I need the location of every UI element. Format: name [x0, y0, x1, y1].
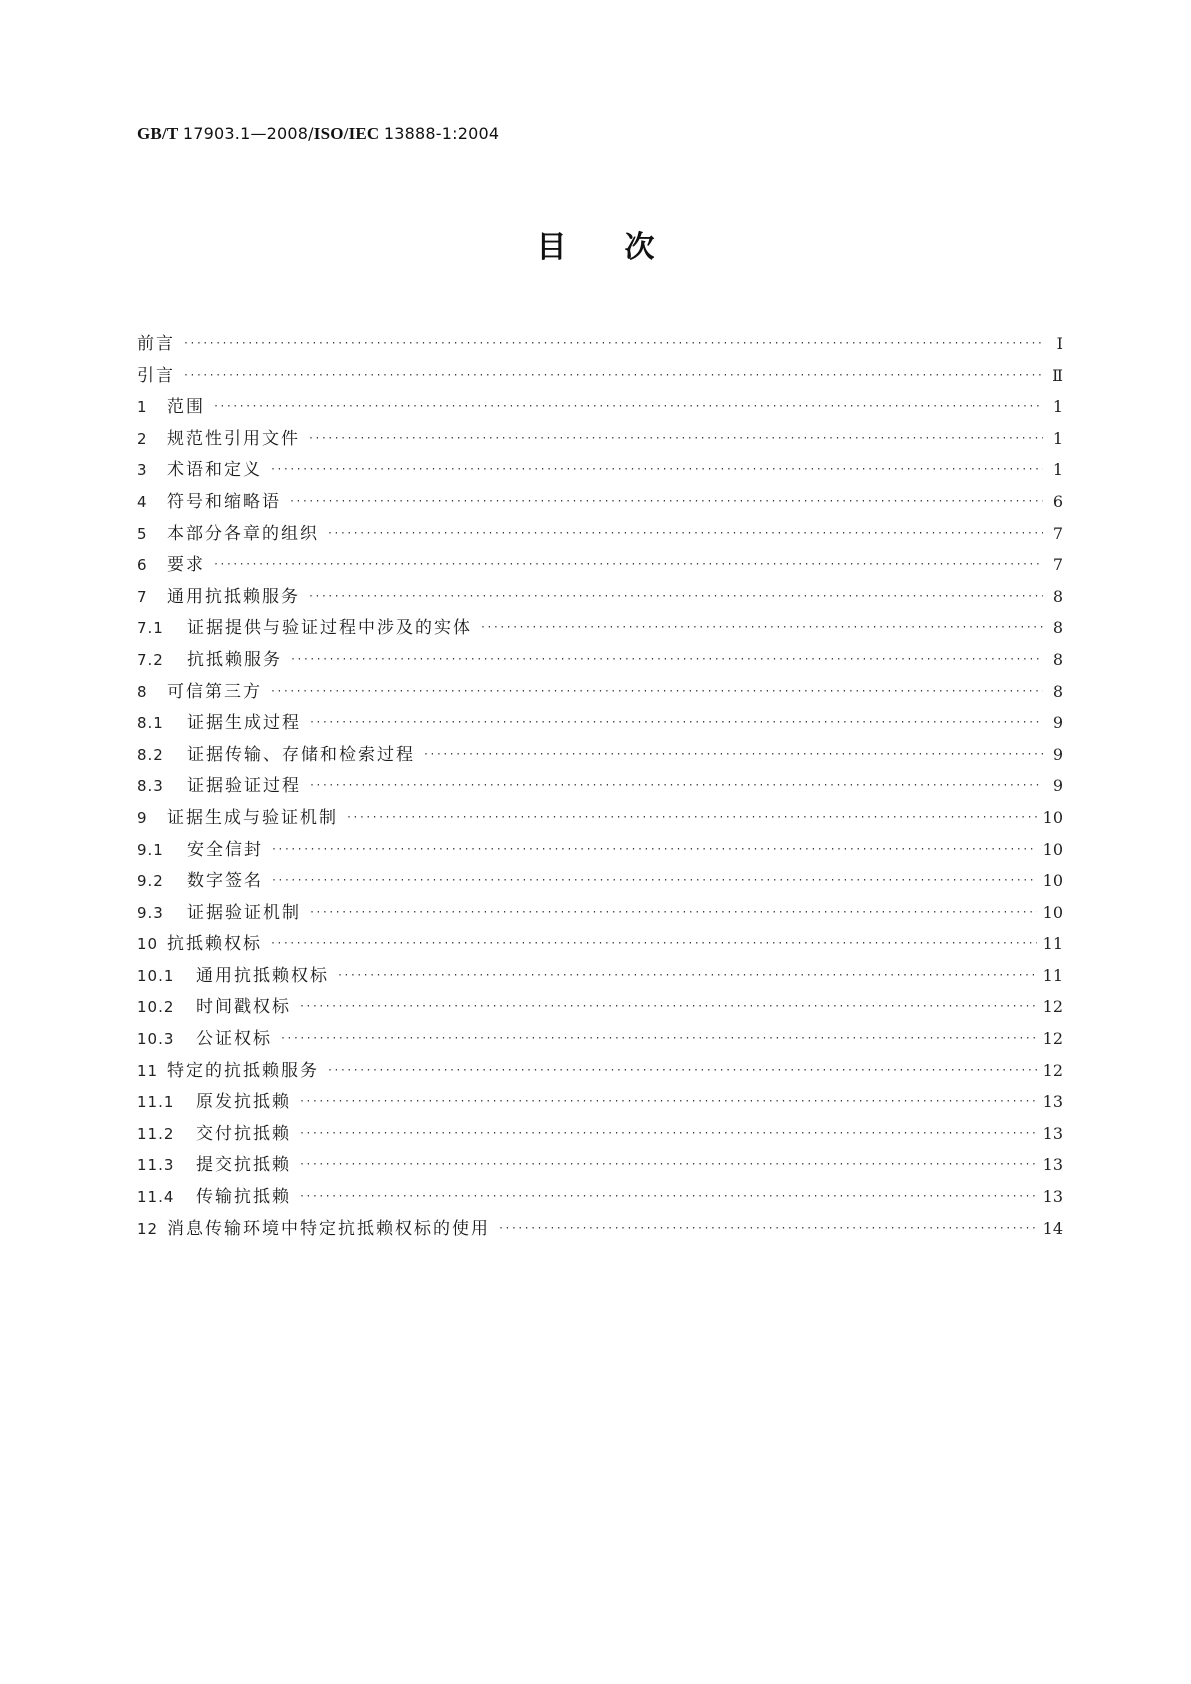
toc-entry-number: 10.3: [137, 1030, 175, 1049]
toc-entry-number: 11.1: [137, 1093, 175, 1112]
toc-entry-number: 9.2: [137, 872, 164, 891]
toc-dot-leader: [271, 834, 1037, 866]
toc-entry-label: 符号和缩略语: [167, 491, 281, 512]
toc-entry-page: 1: [1052, 460, 1063, 480]
toc-entry-label: 原发抗抵赖: [196, 1092, 291, 1113]
toc-entry-number: 11.2: [137, 1124, 175, 1143]
toc-entry-page: 8: [1052, 586, 1063, 606]
toc-dot-leader: [346, 802, 1037, 834]
toc-entry-number: 10.2: [137, 998, 175, 1017]
toc-entry[interactable]: [137, 518, 1063, 550]
toc-entry-label: 安全信封: [187, 839, 263, 860]
toc-entry-label: 本部分各章的组织: [167, 523, 319, 544]
toc-dot-leader: [299, 1086, 1037, 1118]
toc-entry-label: 交付抗抵赖: [196, 1123, 291, 1144]
toc-entry-page: 10: [1042, 839, 1063, 859]
toc-entry[interactable]: [137, 1149, 1063, 1181]
toc-entry-label: 术语和定义: [167, 460, 262, 481]
toc-entry-page: 9: [1052, 744, 1063, 764]
toc-dot-leader: [299, 1181, 1037, 1213]
toc-dot-leader: [290, 644, 1043, 676]
toc-entry-number: 8: [137, 682, 148, 701]
toc-entry-label: 时间戳权标: [196, 997, 291, 1018]
page-title: 目次: [536, 230, 713, 265]
toc-entry-number: 7: [137, 587, 148, 606]
toc-entry-number: 9: [137, 808, 148, 827]
toc-entry-page: 11: [1042, 934, 1063, 954]
toc-entry[interactable]: [137, 991, 1063, 1023]
toc-entry[interactable]: [137, 644, 1063, 676]
toc-entry[interactable]: [137, 454, 1063, 486]
toc-dot-leader: [299, 991, 1037, 1023]
toc-entry-label: 证据传输、存储和检索过程: [187, 744, 415, 765]
toc-entry-number: 11: [137, 1061, 159, 1080]
toc-entry[interactable]: [137, 865, 1063, 897]
toc-entry-page: 13: [1042, 1187, 1063, 1207]
toc-entry-number: 7.2: [137, 650, 164, 669]
toc-entry-label: 可信第三方: [167, 681, 262, 702]
toc-dot-leader: [299, 1118, 1037, 1150]
toc-entry[interactable]: [137, 1086, 1063, 1118]
toc-dot-leader: [270, 928, 1037, 960]
toc-entry-page: Ⅱ: [1052, 365, 1063, 385]
toc-entry-number: 8.2: [137, 745, 164, 764]
toc-entry[interactable]: [137, 770, 1063, 802]
toc-entry-page: 11: [1042, 965, 1063, 985]
toc-entry-number: 1: [137, 398, 148, 417]
toc-entry-label: 前言: [137, 334, 175, 354]
toc-entry-page: 12: [1042, 997, 1063, 1017]
toc-entry-page: 8: [1052, 681, 1063, 701]
toc-entry-page: 1: [1052, 397, 1063, 417]
toc-entry[interactable]: [137, 391, 1063, 423]
toc-dot-leader: [309, 770, 1043, 802]
toc-entry-page: 14: [1042, 1218, 1063, 1238]
toc-dot-leader: [327, 1055, 1037, 1087]
toc-entry-label: 证据验证机制: [187, 902, 301, 923]
toc-entry-page: 7: [1052, 555, 1063, 575]
toc-entry-number: 11.4: [137, 1188, 175, 1207]
toc-entry[interactable]: [137, 739, 1063, 771]
toc-entry-label: 规范性引用文件: [167, 428, 300, 449]
toc-entry-number: 8.3: [137, 777, 164, 796]
toc-dot-leader: [308, 581, 1043, 613]
toc-dot-leader: [498, 1213, 1037, 1245]
toc-entry[interactable]: [137, 549, 1063, 581]
toc-entry-page: 8: [1052, 618, 1063, 638]
toc-entry[interactable]: [137, 802, 1063, 834]
toc-entry[interactable]: [137, 1023, 1063, 1055]
toc-entry[interactable]: [137, 360, 1063, 392]
toc-entry[interactable]: [137, 834, 1063, 866]
toc-dot-leader: [270, 454, 1043, 486]
toc-dot-leader: [423, 739, 1043, 771]
toc-entry-label: 证据生成过程: [187, 713, 301, 734]
toc-entry-page: 12: [1042, 1060, 1063, 1080]
toc-entry-label: 特定的抗抵赖服务: [167, 1060, 319, 1081]
toc-entry-number: 10.1: [137, 966, 175, 985]
toc-entry[interactable]: [137, 676, 1063, 708]
toc-entry-number: 2: [137, 429, 148, 448]
toc-entry-label: 传输抗抵赖: [196, 1187, 291, 1208]
standard-prefix: GB/T: [137, 124, 179, 143]
toc-entry[interactable]: [137, 897, 1063, 929]
toc-entry-number: 11.3: [137, 1156, 175, 1175]
toc-entry-number: 10: [137, 935, 159, 954]
toc-entry-page: 10: [1042, 871, 1063, 891]
toc-entry[interactable]: [137, 328, 1063, 360]
toc-dot-leader: [213, 549, 1043, 581]
iso-number: 13888-1:2004: [383, 124, 500, 143]
toc-entry-number: 5: [137, 524, 148, 543]
toc-entry-page: 10: [1042, 902, 1063, 922]
toc-entry[interactable]: [137, 707, 1063, 739]
toc-entry[interactable]: [137, 1055, 1063, 1087]
toc-entry-label: 证据生成与验证机制: [167, 807, 338, 828]
toc-entry[interactable]: [137, 1213, 1063, 1245]
table-of-contents: [137, 328, 1063, 1244]
toc-entry-number: 4: [137, 492, 148, 511]
toc-entry-page: 13: [1042, 1123, 1063, 1143]
toc-entry-label: 数字签名: [187, 871, 263, 892]
toc-entry-page: 7: [1052, 523, 1063, 543]
toc-dot-leader: [308, 423, 1043, 455]
toc-entry-page: 12: [1042, 1029, 1063, 1049]
toc-dot-leader: [183, 328, 1043, 360]
toc-entry-number: 6: [137, 556, 148, 575]
toc-entry-label: 通用抗抵赖权标: [196, 965, 329, 986]
toc-entry-label: 证据验证过程: [187, 776, 301, 797]
toc-entry-page: 10: [1042, 807, 1063, 827]
toc-entry-label: 要求: [167, 555, 205, 576]
toc-entry-page: 8: [1052, 649, 1063, 669]
toc-entry-number: 12: [137, 1219, 159, 1238]
toc-entry-label: 抗抵赖权标: [167, 934, 262, 955]
toc-entry[interactable]: [137, 612, 1063, 644]
toc-dot-leader: [271, 865, 1037, 897]
toc-entry-page: 6: [1052, 491, 1063, 511]
toc-entry-label: 通用抗抵赖服务: [167, 586, 300, 607]
toc-dot-leader: [327, 518, 1043, 550]
toc-entry[interactable]: [137, 1181, 1063, 1213]
toc-entry[interactable]: [137, 960, 1063, 992]
toc-dot-leader: [309, 897, 1037, 929]
toc-entry-page: 13: [1042, 1092, 1063, 1112]
toc-dot-leader: [309, 707, 1043, 739]
toc-entry-number: 9.3: [137, 903, 164, 922]
toc-entry-label: 公证权标: [196, 1029, 272, 1050]
toc-dot-leader: [480, 612, 1043, 644]
toc-entry-page: 9: [1052, 776, 1063, 796]
toc-entry-page: 13: [1042, 1155, 1063, 1175]
toc-entry-label: 范围: [167, 397, 205, 418]
toc-entry-label: 抗抵赖服务: [187, 649, 282, 670]
toc-entry-label: 提交抗抵赖: [196, 1155, 291, 1176]
toc-entry[interactable]: [137, 1118, 1063, 1150]
toc-entry[interactable]: [137, 486, 1063, 518]
toc-dot-leader: [270, 676, 1043, 708]
standard-header: [137, 124, 499, 144]
toc-dot-leader: [213, 391, 1043, 423]
toc-entry-number: 8.1: [137, 714, 164, 733]
standard-number: 17903.1—2008/: [182, 124, 314, 143]
toc-entry-page: 9: [1052, 713, 1063, 733]
toc-entry-number: 9.1: [137, 840, 164, 859]
toc-entry-page: 1: [1052, 428, 1063, 448]
toc-entry-number: 7.1: [137, 619, 164, 638]
toc-dot-leader: [183, 360, 1043, 392]
iso-prefix: ISO/IEC: [313, 124, 380, 143]
toc-entry-page: Ⅰ: [1056, 334, 1063, 353]
toc-entry[interactable]: [137, 423, 1063, 455]
toc-entry[interactable]: [137, 581, 1063, 613]
toc-dot-leader: [280, 1023, 1037, 1055]
toc-entry[interactable]: [137, 928, 1063, 960]
toc-dot-leader: [337, 960, 1037, 992]
toc-entry-number: 3: [137, 461, 148, 480]
toc-entry-label: 引言: [137, 365, 175, 386]
toc-dot-leader: [299, 1149, 1037, 1181]
toc-entry-label: 消息传输环境中特定抗抵赖权标的使用: [167, 1218, 490, 1239]
toc-entry-label: 证据提供与验证过程中涉及的实体: [187, 618, 472, 639]
toc-dot-leader: [289, 486, 1043, 518]
